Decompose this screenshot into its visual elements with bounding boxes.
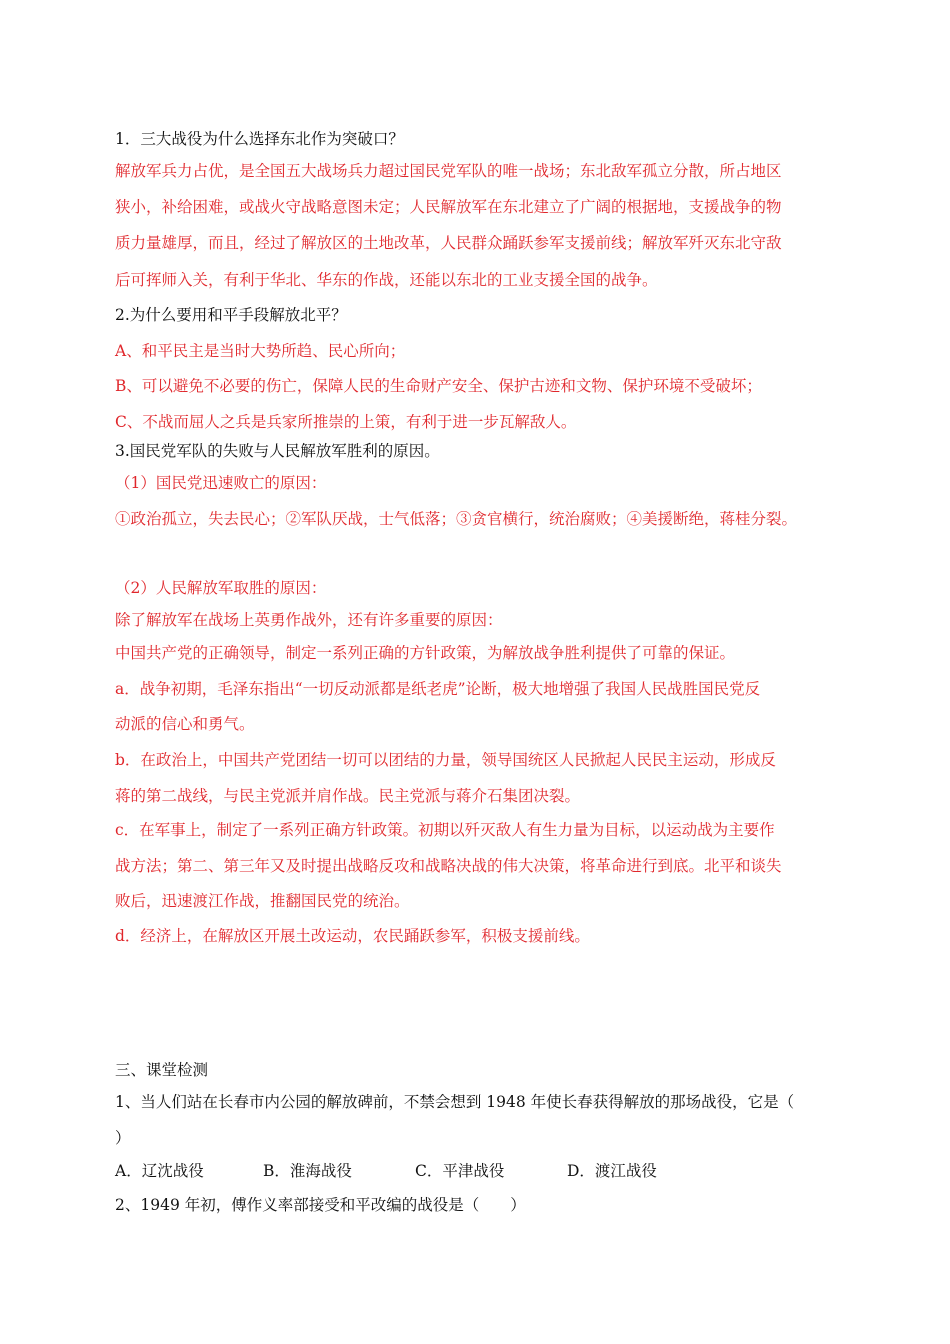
section3-q1-options [115,1161,657,1181]
q3-sub1-title: （1）国民党迅速败亡的原因： [115,474,327,492]
option-c: C．平津战役 [415,1162,505,1180]
q1-answer-line-1: 解放军兵力占优，是全国五大战场兵力超过国民党军队的唯一战场；东北敌军孤立分散，所占地区 [115,162,782,180]
option-d: D．渡江战役 [567,1162,657,1180]
option-b: B．淮海战役 [263,1162,352,1180]
q3-title: 3.国民党军队的失败与人民解放军胜利的原因。 [115,442,440,460]
q3-sub2-line-2: 中国共产党的正确领导，制定一系列正确的方针政策，为解放战争胜利提供了可靠的保证。 [115,644,736,662]
q2-answer-b: B、可以避免不必要的伤亡，保障人民的生命财产安全、保护古迹和文物、保护环境不受破坏； [115,377,762,395]
q1-answer-line-4: 后可挥师入关，有利于华北、华东的作战，还能以东北的工业支援全国的战争。 [115,271,658,289]
q3-sub2-line-8: 战方法；第二、第三年又及时提出战略反攻和战略决战的伟大决策，将革命进行到底。北平和谈失 [115,857,782,875]
q3-sub2-line-1: 除了解放军在战场上英勇作战外，还有许多重要的原因： [115,611,503,629]
section3-q2-line: 2、1949 年初，傅作义率部接受和平改编的战役是（ ） [115,1196,526,1214]
q3-sub1-text: ①政治孤立，失去民心；②军队厌战，士气低落；③贪官横行，统治腐败；④美援断绝，蒋桂分裂。 [115,510,798,528]
q2-answer-c: C、不战而屈人之兵是兵家所推崇的上策，有利于进一步瓦解敌人。 [115,413,577,431]
q1-answer-line-2: 狭小，补给困难，或战火守战略意图未定；人民解放军在东北建立了广阔的根据地，支援战争的物 [115,198,782,216]
q2-title: 2.为什么要用和平手段解放北平？ [115,306,347,324]
q3-sub2-line-3: a．战争初期，毛泽东指出“一切反动派都是纸老虎”论断，极大地增强了我国人民战胜国民党反 [115,680,761,698]
q3-sub2-line-5: b．在政治上，中国共产党团结一切可以团结的力量，领导国统区人民掀起人民民主运动，形成反 [115,751,776,769]
q1-title: 1．三大战役为什么选择东北作为突破口？ [115,130,404,148]
q2-answer-a: A、和平民主是当时大势所趋、民心所向； [115,342,406,360]
q3-sub2-line-9: 败后，迅速渡江作战，推翻国民党的统治。 [115,892,410,910]
q3-sub2-line-4: 动派的信心和勇气。 [115,715,255,733]
section3-title: 三、课堂检测 [115,1061,209,1079]
q1-answer-line-3: 质力量雄厚，而且，经过了解放区的土地改革，人民群众踊跃参军支援前线；解放军歼灭东北守敌 [115,234,782,252]
q3-sub2-line-7: c．在军事上，制定了一系列正确方针政策。初期以歼灭敌人有生力量为目标，以运动战为主要作 [115,821,775,839]
q3-sub2-title: （2）人民解放军取胜的原因： [115,579,327,597]
q3-sub2-line-10: d．经济上，在解放区开展土改运动，农民踊跃参军，积极支援前线。 [115,927,590,945]
q3-sub2-line-6: 蒋的第二战线，与民主党派并肩作战。民主党派与蒋介石集团决裂。 [115,787,581,805]
option-a: A．辽沈战役 [115,1162,204,1180]
section3-q1-line-2: ） [115,1129,131,1147]
section3-q1-line-1: 1、当人们站在长春市内公园的解放碑前，不禁会想到 1948 年使长春获得解放的那场战役，它是（ [115,1093,795,1111]
